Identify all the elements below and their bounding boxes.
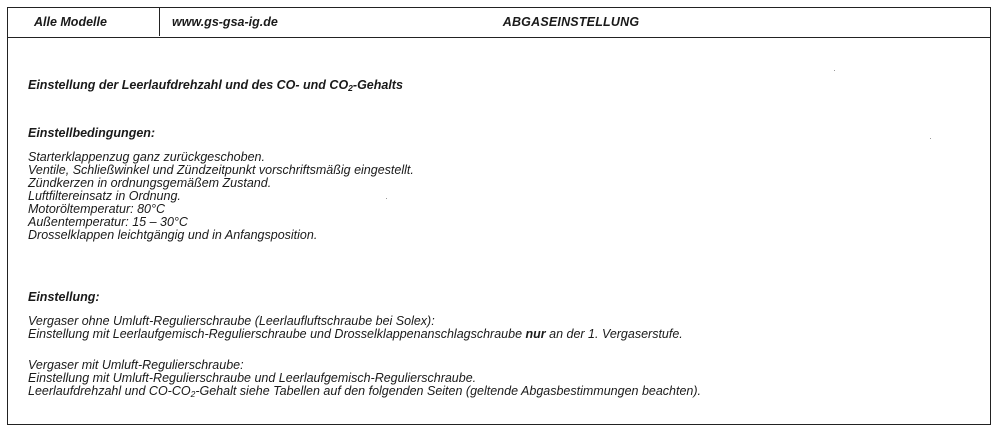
condition-item: Luftfiltereinsatz in Ordnung.	[28, 189, 181, 203]
conditions-heading: Einstellbedingungen:	[28, 126, 156, 140]
condition-item: Ventile, Schließwinkel und Zündzeitpunkt vorschriftsmäßig eingestellt.	[28, 163, 414, 177]
scan-speck	[834, 70, 835, 71]
condition-item: Außentemperatur: 15 – 30°C	[28, 215, 188, 229]
main-heading-text-before: Einstellung der Leerlaufdrehzahl und des CO- und CO	[28, 78, 349, 92]
main-heading-text-after: -Gehalts	[352, 78, 403, 92]
einstellung-block-without-bypass	[28, 315, 683, 341]
einstellung-line	[28, 385, 701, 398]
einstellung-line: Vergaser mit Umluft-Regulierschraube:	[28, 358, 244, 372]
einstellung-line-text: -Gehalt siehe Tabellen auf den folgenden Seiten (geltende Abgasbestimmungen beachten).	[195, 384, 702, 398]
scan-speck	[386, 198, 387, 199]
header-model-cell: Alle Modelle	[8, 8, 160, 36]
einstellung-line-text: an der 1. Vergaserstufe.	[545, 327, 683, 341]
emphasis-word: nur	[525, 327, 546, 341]
einstellung-line-text: Leerlaufdrehzahl und CO-CO	[28, 384, 191, 398]
scan-speck	[930, 138, 931, 139]
main-heading	[28, 79, 403, 92]
einstellung-heading: Einstellung:	[28, 290, 100, 304]
einstellung-line	[28, 328, 683, 341]
header-title-cell: ABGASEINSTELLUNG	[502, 15, 640, 29]
conditions-list	[28, 151, 414, 242]
condition-item: Drosselklappen leichtgängig und in Anfangsposition.	[28, 228, 318, 242]
condition-item: Starterklappenzug ganz zurückgeschoben.	[28, 150, 265, 164]
header-row	[8, 8, 990, 38]
subscript: 2	[190, 389, 196, 399]
einstellung-line: Einstellung mit Umluft-Regulierschraube und Leerlaufgemisch-Regulierschraube.	[28, 371, 477, 385]
condition-item: Zündkerzen in ordnungsgemäßem Zustand.	[28, 176, 272, 190]
einstellung-line: Vergaser ohne Umluft-Regulierschraube (Leerlaufluftschraube bei Solex):	[28, 314, 435, 328]
document-sheet	[7, 7, 991, 425]
einstellung-block-with-bypass	[28, 359, 701, 398]
condition-item: Motoröltemperatur: 80°C	[28, 202, 165, 216]
einstellung-line-text: Einstellung mit Leerlaufgemisch-Regulierschraube und Drosselklappenanschlagschraube	[28, 327, 526, 341]
header-url-cell: www.gs-gsa-ig.de	[172, 15, 278, 29]
main-heading-subscript: 2	[348, 83, 353, 93]
